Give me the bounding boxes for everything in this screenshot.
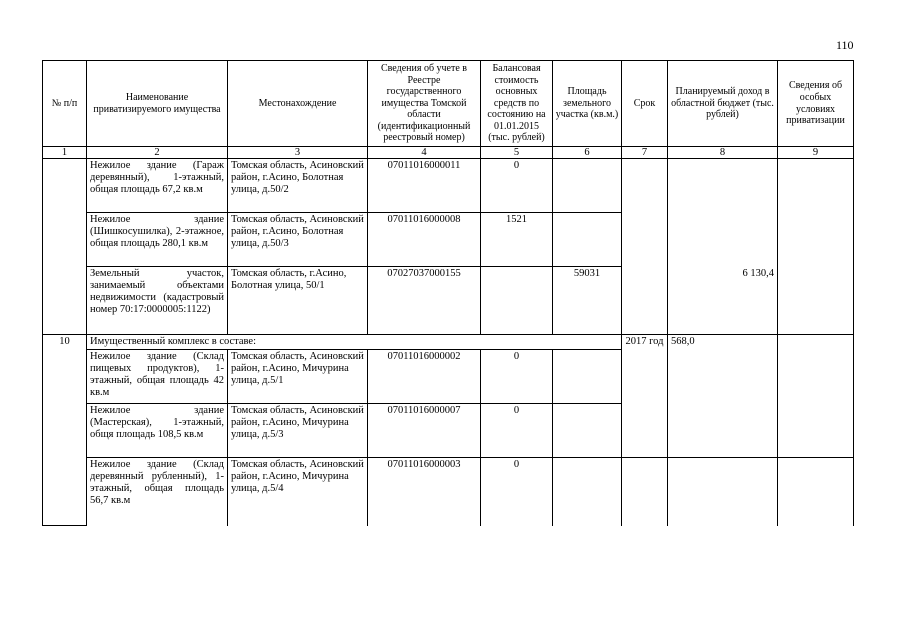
conditions-cell (778, 335, 854, 458)
page-number: 110 (836, 38, 854, 52)
header-row (43, 61, 854, 147)
item-balance: 1521 (481, 213, 553, 267)
item-location: Томская область, Асиновский район, г.Асино, Мичурина улица, д.5/3 (228, 404, 368, 458)
col-header: Сведения об учете в Реестре государственного имущества Томской области (идентификационный реестровый номер) (368, 61, 481, 147)
col-number: 9 (778, 147, 854, 159)
col-number: 8 (668, 147, 778, 159)
item-area (553, 213, 622, 267)
item-area: 59031 (553, 267, 622, 335)
item-location: Томская область, Асиновский район, г.Асино, Болотная улица, д.50/3 (228, 213, 368, 267)
income-cell (668, 458, 778, 526)
item-area (553, 350, 622, 404)
group-title-row (43, 335, 854, 350)
item-area (553, 458, 622, 526)
item-balance: 0 (481, 458, 553, 526)
item-reg-number: 07011016000011 (368, 159, 481, 213)
item-name: Нежилое здание (Мастерская), 1-этажный, общя площадь 108,5 кв.м (87, 404, 228, 458)
income-value: 568,0 (668, 335, 778, 458)
item-area (553, 159, 622, 213)
item-location: Томская область, Асиновский район, г.Асино, Болотная улица, д.50/2 (228, 159, 368, 213)
item-location: Томская область, Асиновский район, г.Асино, Мичурина улица, д.5/4 (228, 458, 368, 526)
conditions-cell (778, 159, 854, 335)
col-header: Местонахождение (228, 61, 368, 147)
row-number: 10 (43, 335, 87, 526)
item-location: Томская область, Асиновский район, г.Асино, Мичурина улица, д.5/1 (228, 350, 368, 404)
item-balance: 0 (481, 350, 553, 404)
item-reg-number: 07011016000003 (368, 458, 481, 526)
item-name: Нежилое здание (Склад пищевых продуктов), 1-этажный, общая площадь 42 кв.м (87, 350, 228, 404)
item-name: Земельный участок, занимаемый объектами недвижимости (кадастровый номер 70:17:0000005:1122) (87, 267, 228, 335)
col-header: Срок (622, 61, 668, 147)
item-reg-number: 07011016000008 (368, 213, 481, 267)
conditions-cell (778, 458, 854, 526)
col-number: 2 (87, 147, 228, 159)
col-header: Площадь земельного участка (кв.м.) (553, 61, 622, 147)
col-number: 4 (368, 147, 481, 159)
col-number: 5 (481, 147, 553, 159)
table-row (43, 159, 854, 213)
col-header: Планируемый доход в областной бюджет (тыс. рублей) (668, 61, 778, 147)
table-row (43, 458, 854, 526)
col-header: № п/п (43, 61, 87, 147)
item-reg-number: 07011016000002 (368, 350, 481, 404)
col-header: Балансовая стоимость основных средств по состоянию на 01.01.2015 (тыс. рублей) (481, 61, 553, 147)
item-name: Нежилое здание (Шишкосушилка), 2-этажное, общая площадь 280,1 кв.м (87, 213, 228, 267)
group-title: Имущественный комплекс в составе: (87, 335, 622, 350)
col-number: 3 (228, 147, 368, 159)
term-value: 2017 год (622, 335, 668, 458)
term-cell (622, 458, 668, 526)
col-number: 6 (553, 147, 622, 159)
item-location: Томская область, г.Асино, Болотная улица, 50/1 (228, 267, 368, 335)
item-balance (481, 267, 553, 335)
item-reg-number: 07027037000155 (368, 267, 481, 335)
income-value: 6 130,4 (668, 267, 778, 335)
row-number-cell (43, 159, 87, 335)
col-header: Сведения об особых условиях приватизации (778, 61, 854, 147)
item-area (553, 404, 622, 458)
item-reg-number: 07011016000007 (368, 404, 481, 458)
item-name: Нежилое здание (Склад деревянный рубленный), 1-этажный, общая площадь 56,7 кв.м (87, 458, 228, 526)
item-name: Нежилое здание (Гараж деревянный), 1-этажный, общая площадь 67,2 кв.м (87, 159, 228, 213)
col-number: 7 (622, 147, 668, 159)
privatization-table (42, 60, 854, 526)
table-row (43, 267, 854, 335)
col-number: 1 (43, 147, 87, 159)
column-number-row (43, 147, 854, 159)
income-cell (668, 159, 778, 267)
item-balance: 0 (481, 159, 553, 213)
item-balance: 0 (481, 404, 553, 458)
term-cell (622, 159, 668, 335)
col-header: Наименование приватизируемого имущества (87, 61, 228, 147)
